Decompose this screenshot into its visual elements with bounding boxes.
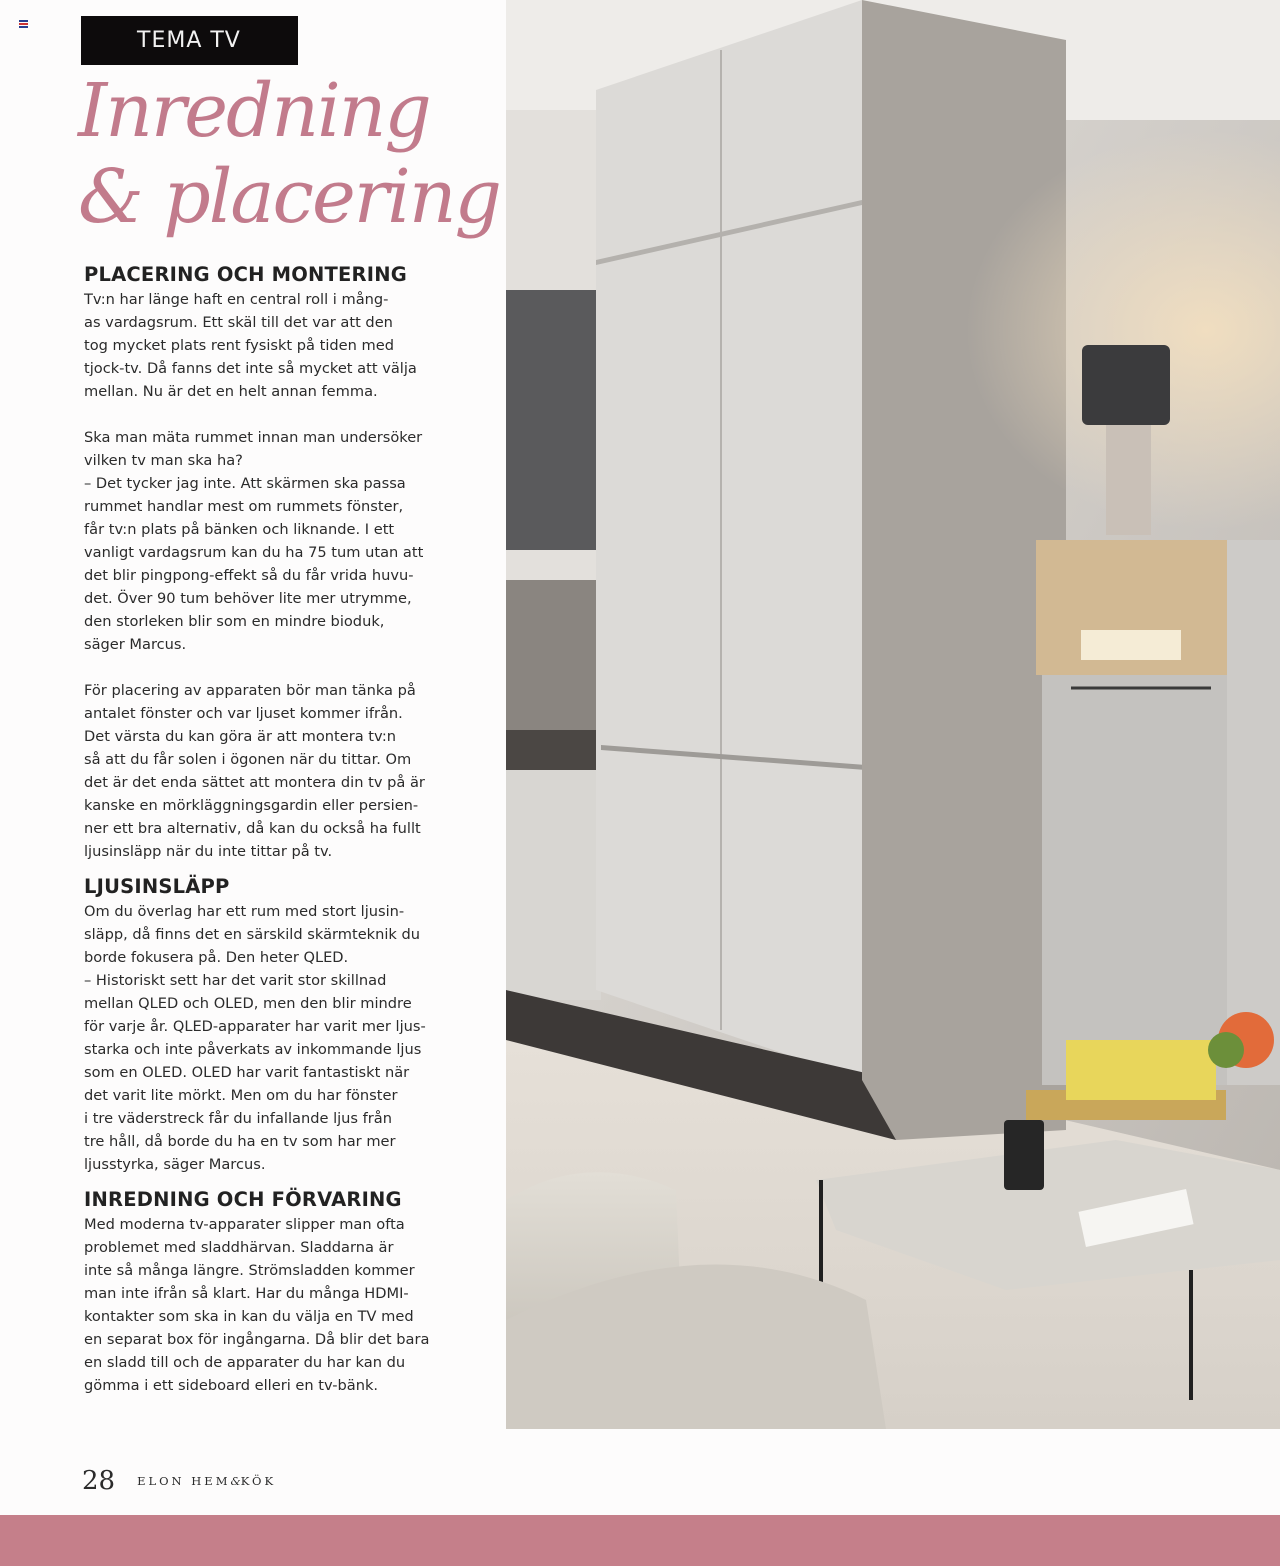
title-line-2: & placering [78,154,500,240]
kitchen-living-room-photo [506,0,1280,1429]
bottom-color-bar [0,1515,1280,1566]
menu-icon[interactable] [19,20,28,27]
magazine-ampersand: & [230,1474,241,1488]
page-footer [82,1466,276,1496]
paragraph: Om du överlag har ett rum med stort ljusin- släpp, då finns det en särskild skärmteknik du borde fokusera på. Den heter QLED. – Historiskt sett har det varit stor skillnad mellan QLED och OLED, men den blir mindre för varje år. QLED-apparater har varit mer ljus- starka och inte påverkats av inkommande ljus som en OLED. OLED har varit fantastiskt när det varit lite mörkt. Men om du har fönster i tre väderstreck får du infallande ljus från tre håll, då borde du ha en tv som har mer ljusstyrka, säger Marcus. [84,903,426,1173]
title-line-1: Inredning [78,68,430,154]
magazine-name [137,1474,276,1488]
paragraph: Tv:n har länge haft en central roll i mång- as vardagsrum. Ett skäl till det var att den tog mycket plats rent fysiskt på tiden med tjock-tv. Då fanns det inte så mycket att välja mellan. Nu är det en helt annan femma. [84,291,417,400]
paragraph: Med moderna tv-apparater slipper man ofta problemet med sladdhärvan. Sladdarna är inte så många längre. Strömsladden kommer man inte ifrån så klart. Har du många HDMI- kontakter som ska in kan du välja en TV med en separat box för ingångarna. Då blir det bara en sladd till och de apparater du har kan du gömma i ett sideboard elleri en tv-bänk. [84,1216,430,1394]
section-heading-placering: PLACERING OCH MONTERING [84,263,407,286]
section-tag: TEMA TV [81,16,298,65]
section-heading-inredning: INREDNING OCH FÖRVARING [84,1188,402,1211]
article-body [84,262,434,1397]
magazine-name-end: KÖK [240,1474,277,1488]
section-heading-ljusinslapp: LJUSINSLÄPP [84,875,230,898]
page-title [78,68,500,240]
page-number: 28 [82,1466,116,1496]
paragraph: För placering av apparaten bör man tänka på antalet fönster och var ljuset kommer ifrån. Det värsta du kan göra är att montera tv:n så att du får solen i ögonen när du tittar. Om det är det enda sättet att montera din tv på är kanske en mörkläggningsgardin eller persien- ner ett bra alternativ, då kan du också ha fullt ljusinsläpp när du inte tittar på tv. [84,682,425,860]
paragraph: Ska man mäta rummet innan man undersöker vilken tv man ska ha? – Det tycker jag inte. Att skärmen ska passa rummet handlar mest om rummets fönster, får tv:n plats på bänken och liknande. I ett vanligt vardagsrum kan du ha 75 tum utan att det blir pingpong-effekt så du får vrida huvu- det. Över 90 tum behöver lite mer utrymme, den storleken blir som en mindre bioduk, säger Marcus. [84,429,424,653]
magazine-name-start: ELON HEM [137,1474,231,1488]
